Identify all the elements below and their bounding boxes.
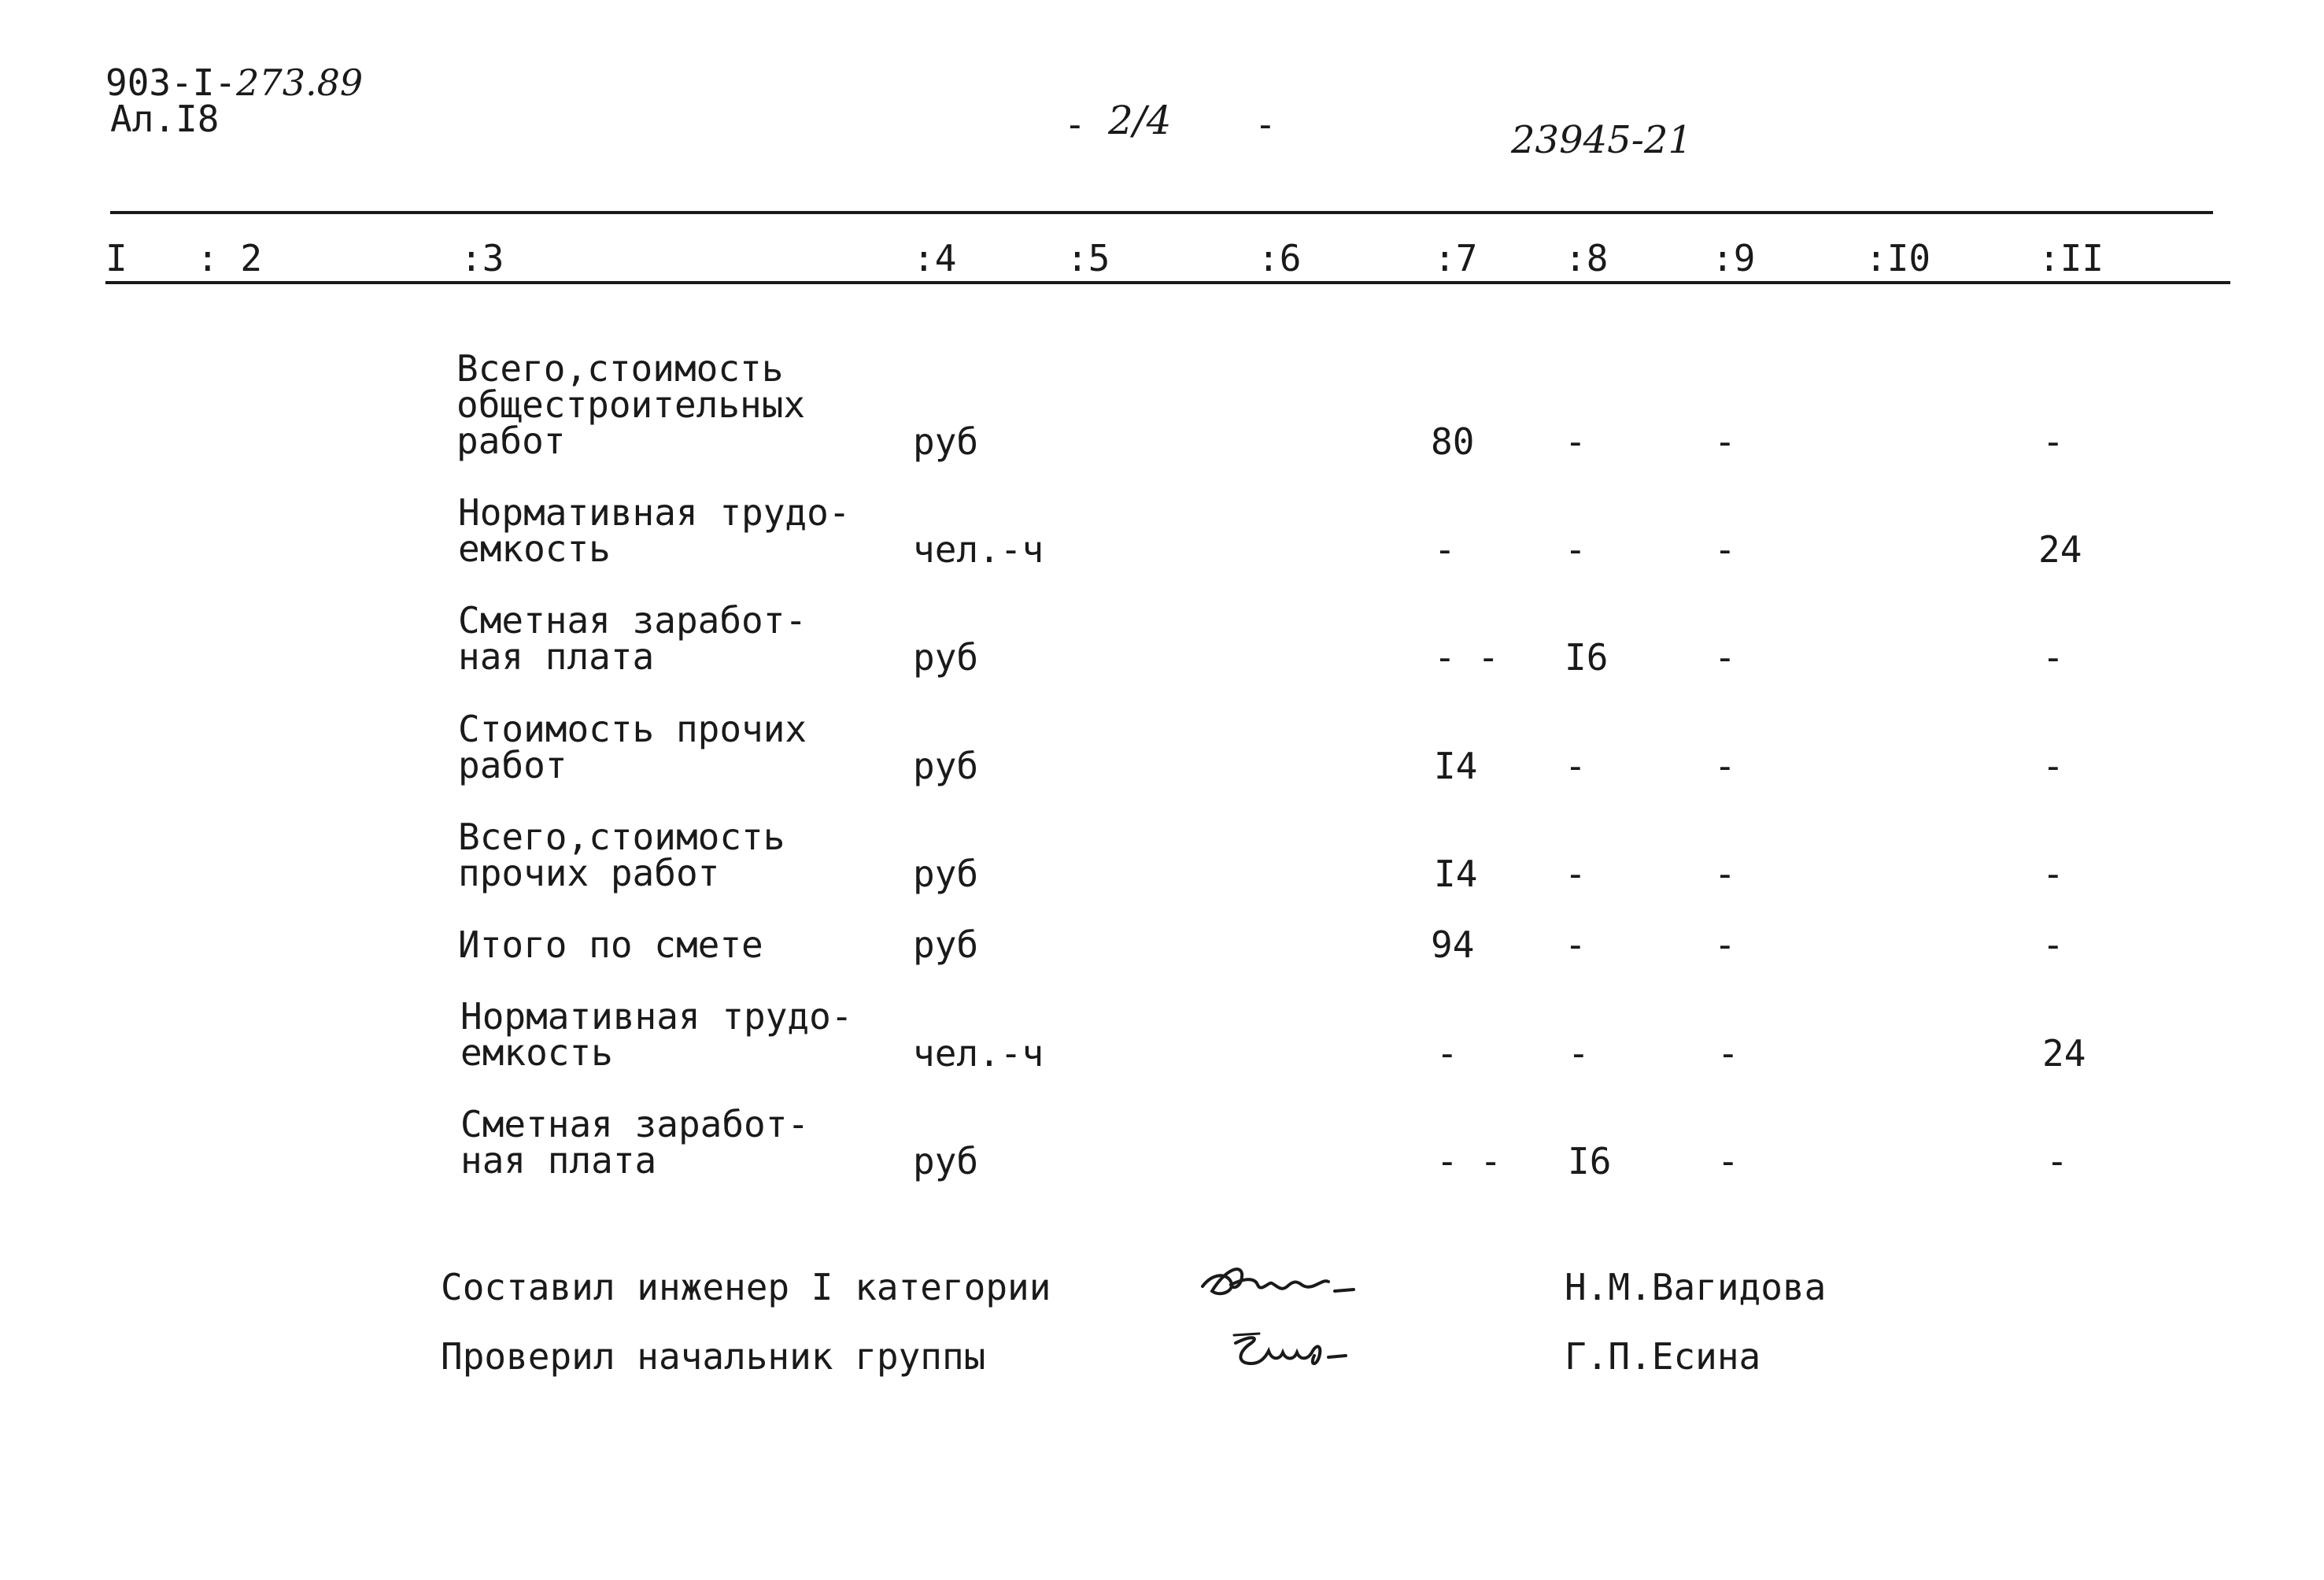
- row-label: Стоимость прочих работ: [458, 708, 807, 786]
- album-number: Ал.I8: [110, 98, 220, 140]
- signature-name: Н.М.Вагидова: [1565, 1266, 1827, 1308]
- row-unit: руб: [913, 636, 979, 679]
- signature-name: Г.П.Есина: [1565, 1335, 1761, 1378]
- row-col11: -: [2046, 1140, 2068, 1182]
- row-col11: -: [2042, 923, 2064, 966]
- row-col7: I4: [1434, 745, 1478, 787]
- row-col7: -: [1436, 1032, 1458, 1075]
- row-col9: -: [1714, 745, 1736, 787]
- page-dash-right: -: [1254, 103, 1277, 146]
- doc-number: 23945-21: [1511, 118, 1692, 162]
- row-col8: I6: [1568, 1140, 1612, 1182]
- column-header-6: :6: [1258, 237, 1302, 279]
- row-col9: -: [1717, 1140, 1739, 1182]
- handwritten-signature-compiled: [1196, 1250, 1369, 1313]
- row-label: Нормативная трудо- емкость: [460, 995, 853, 1074]
- signature-role: Проверил начальник группы: [441, 1335, 986, 1378]
- row-col9: -: [1714, 853, 1736, 895]
- row-col9: -: [1717, 1032, 1739, 1075]
- column-header-11: :II: [2038, 237, 2104, 279]
- row-col11: 24: [2038, 528, 2082, 571]
- row-col8: -: [1565, 420, 1587, 463]
- column-header-8: :8: [1565, 237, 1609, 279]
- column-header-10: :I0: [1865, 237, 1931, 279]
- column-header-1: I: [105, 237, 127, 279]
- document-code: [105, 61, 364, 104]
- header-bottom-rule: [105, 281, 2230, 284]
- row-col8: -: [1565, 923, 1587, 966]
- column-header-7: :7: [1434, 237, 1478, 279]
- row-label: Итого по смете: [458, 923, 763, 966]
- row-col9: -: [1714, 923, 1736, 966]
- row-col7: 80: [1431, 420, 1475, 463]
- row-col8: -: [1565, 745, 1587, 787]
- row-col7: 94: [1431, 923, 1475, 966]
- row-unit: руб: [913, 923, 979, 966]
- column-header-4: :4: [913, 237, 957, 279]
- row-unit: чел.-ч: [913, 1032, 1044, 1075]
- row-col7: I4: [1434, 853, 1478, 895]
- row-col8: -: [1568, 1032, 1590, 1075]
- row-col9: -: [1714, 528, 1736, 571]
- handwritten-signature-checked: [1228, 1319, 1385, 1382]
- column-header-9: :9: [1712, 237, 1756, 279]
- row-unit: чел.-ч: [913, 528, 1044, 571]
- row-unit: руб: [913, 745, 979, 787]
- signature-role: Составил инженер I категории: [441, 1266, 1051, 1308]
- row-unit: руб: [913, 420, 979, 463]
- column-header-3: :3: [460, 237, 504, 279]
- row-unit: руб: [913, 1140, 979, 1182]
- column-header-2: : 2: [197, 237, 263, 279]
- document-code-prefix: 903-I-: [105, 61, 237, 104]
- top-rule: [110, 211, 2213, 214]
- row-col7: - -: [1434, 636, 1500, 679]
- row-label: Всего,стоимость общестроительных работ: [456, 347, 806, 462]
- row-col7: - -: [1436, 1140, 1502, 1182]
- row-col9: -: [1714, 636, 1736, 679]
- row-col11: -: [2042, 853, 2064, 895]
- row-col9: -: [1714, 420, 1736, 463]
- row-col8: I6: [1565, 636, 1609, 679]
- row-col8: -: [1565, 528, 1587, 571]
- document-code-handwritten: 273.89: [236, 61, 364, 104]
- row-label: Сметная заработ- ная плата: [460, 1103, 810, 1182]
- row-col11: -: [2042, 636, 2064, 679]
- row-col8: -: [1565, 853, 1587, 895]
- row-label: Нормативная трудо- емкость: [458, 491, 851, 570]
- row-label: Сметная заработ- ная плата: [458, 599, 807, 678]
- row-col11: -: [2042, 745, 2064, 787]
- page-dash-left: -: [1064, 103, 1086, 146]
- row-col11: -: [2042, 420, 2064, 463]
- row-unit: руб: [913, 853, 979, 895]
- row-col11: 24: [2042, 1032, 2086, 1075]
- row-label: Всего,стоимость прочих работ: [458, 816, 785, 894]
- row-col7: -: [1434, 528, 1456, 571]
- column-header-5: :5: [1066, 237, 1110, 279]
- page-number: 2/4: [1108, 98, 1172, 143]
